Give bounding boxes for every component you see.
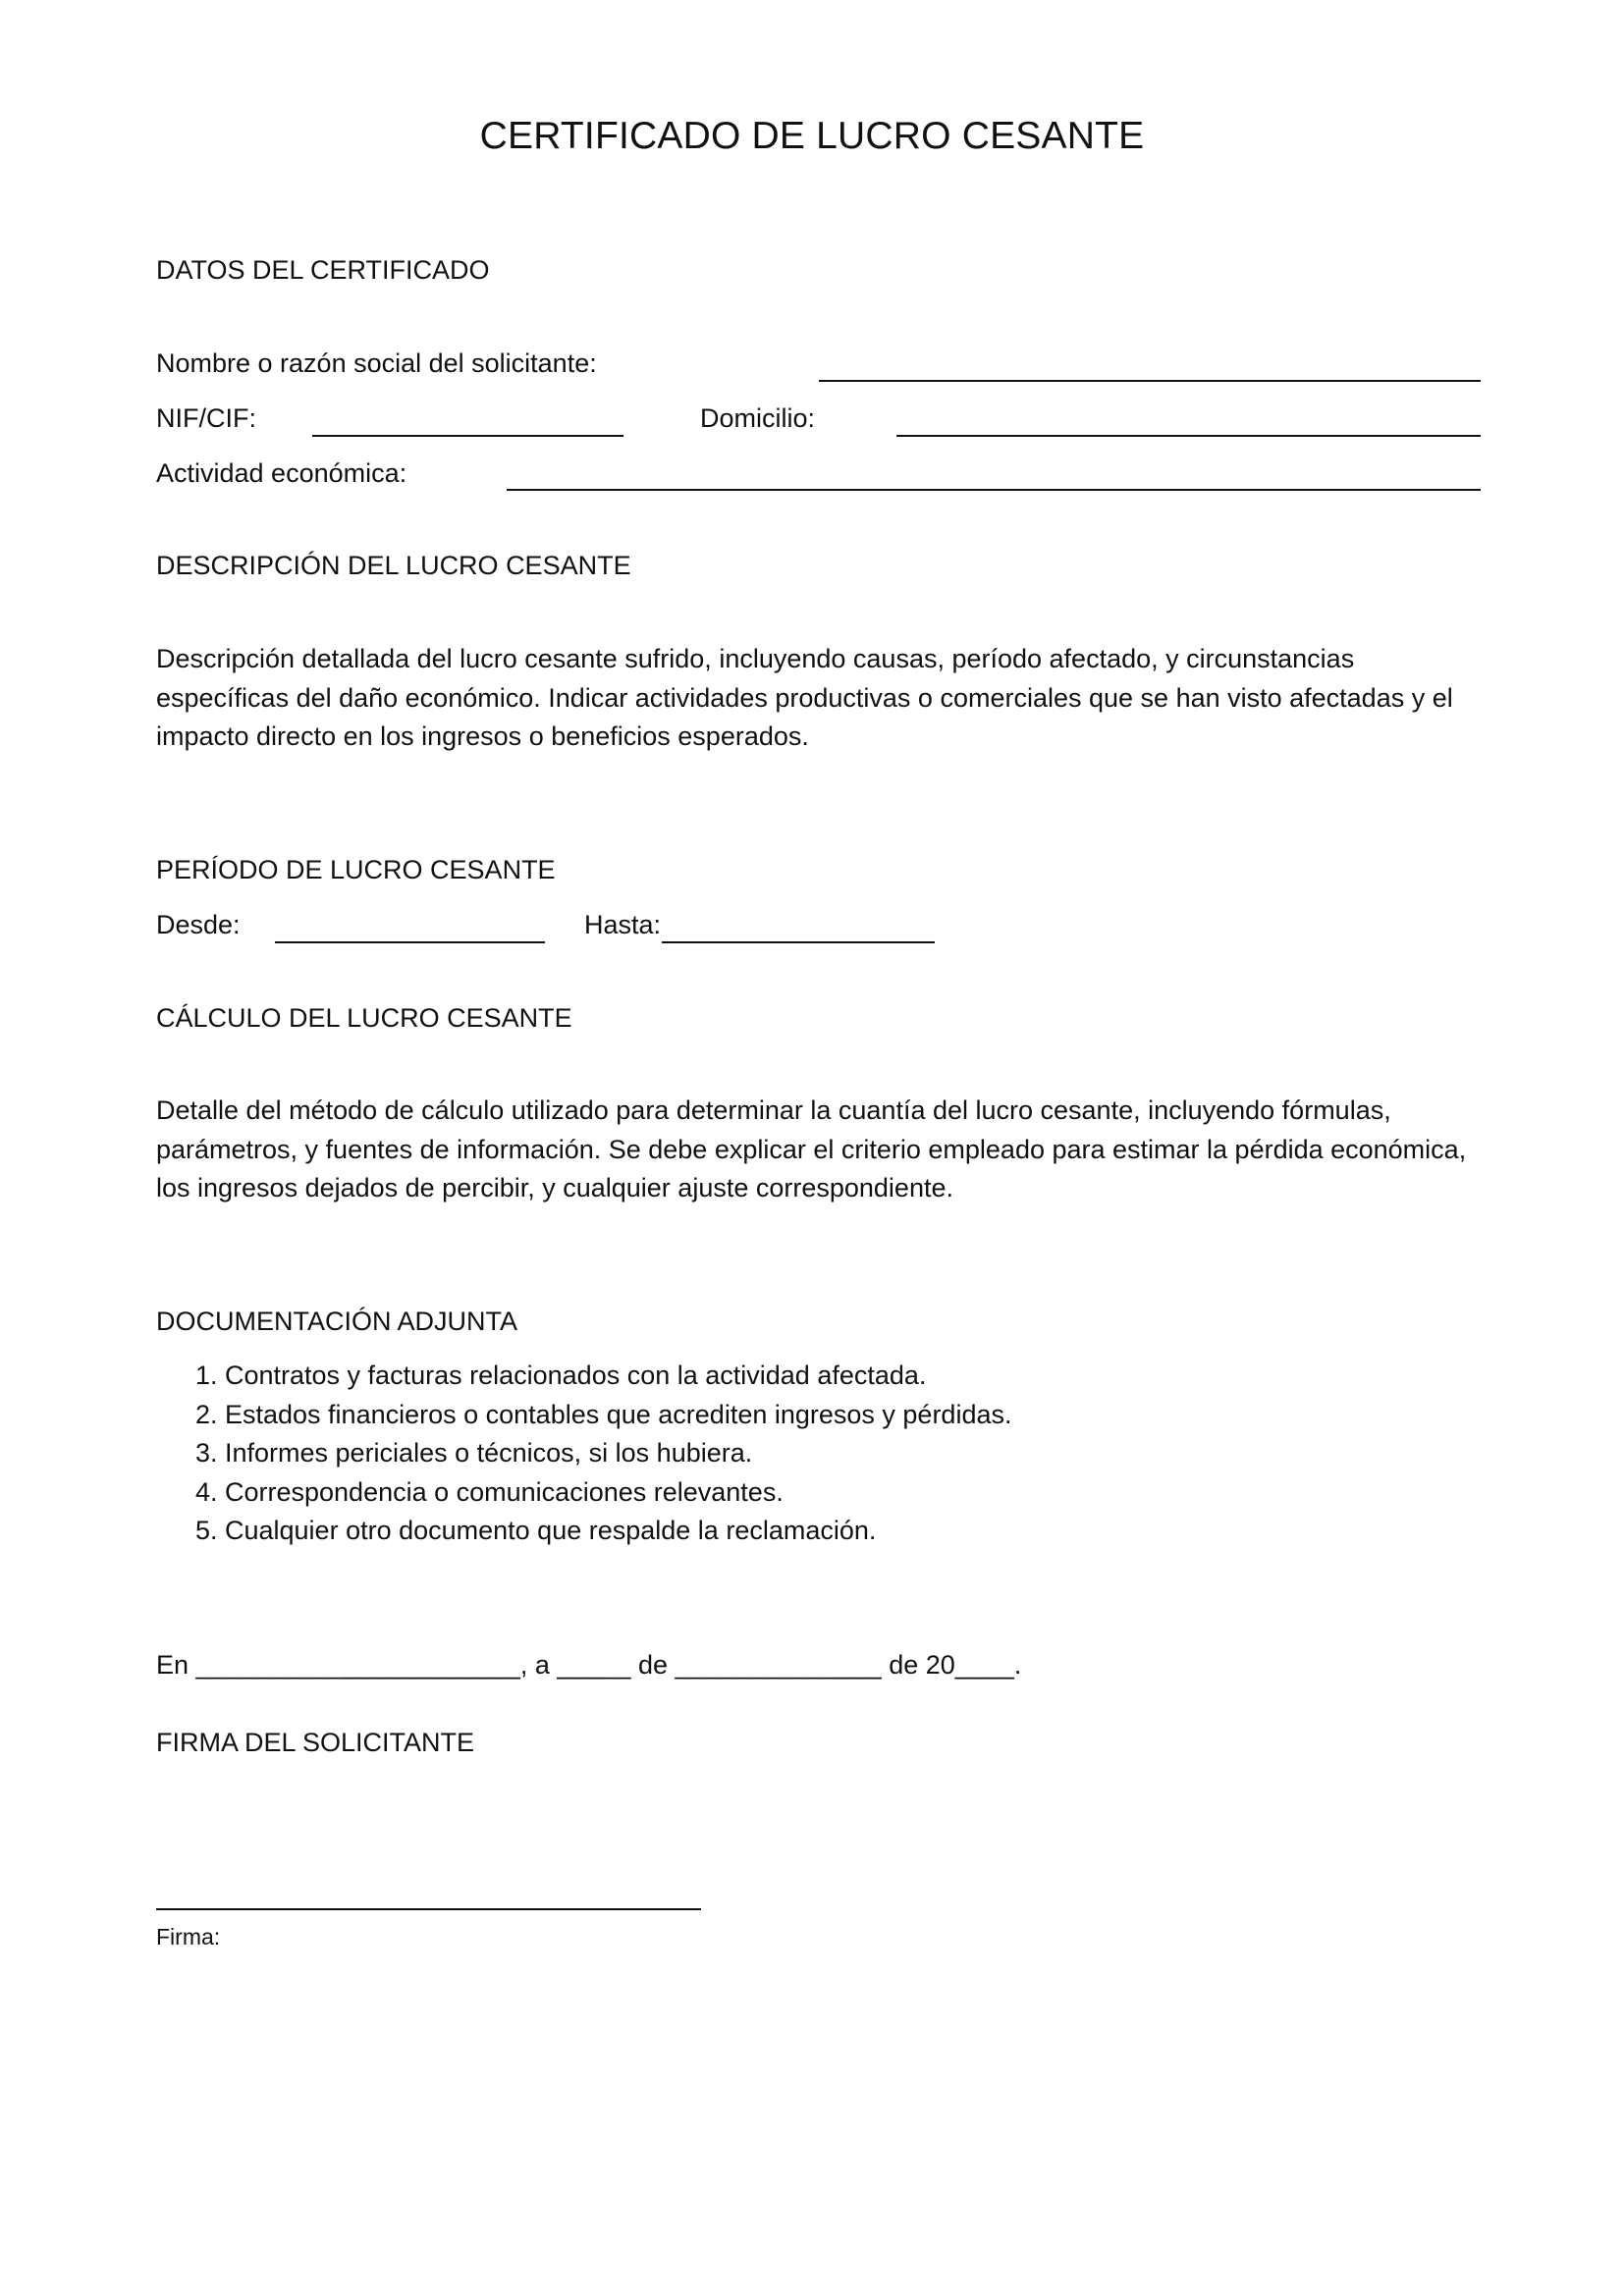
domicilio-label: Domicilio: [700, 403, 816, 433]
desde-field-line[interactable] [275, 941, 545, 943]
section-heading-calculo: CÁLCULO DEL LUCRO CESANTE [156, 1003, 572, 1033]
section-heading-datos: DATOS DEL CERTIFICADO [156, 255, 490, 285]
domicilio-field-line[interactable] [896, 435, 1481, 437]
nombre-label: Nombre o razón social del solicitante: [156, 348, 597, 378]
list-item: 1. Contratos y facturas relacionados con la actividad afectada. [225, 1357, 1011, 1396]
documentacion-list [156, 1357, 1011, 1551]
firma-line[interactable] [156, 1908, 701, 1910]
calculo-text: Detalle del método de cálculo utilizado para determinar la cuantía del lucro cesante, incluyendo fórmulas, parámetros, y fuentes de información. Se debe explicar el criterio empleado para estimar la pérdida económica, los ingresos dejados de percibir, y cualquier ajuste correspondiente. [156, 1095, 1467, 1202]
list-item: 2. Estados financieros o contables que acrediten ingresos y pérdidas. [225, 1396, 1011, 1435]
lugar-fecha-line[interactable]: En ______________________, a _____ de ______________ de 20____. [156, 1650, 1022, 1680]
section-heading-descripcion: DESCRIPCIÓN DEL LUCRO CESANTE [156, 551, 631, 580]
nombre-field-line[interactable] [819, 380, 1481, 382]
nif-label: NIF/CIF: [156, 403, 256, 433]
hasta-label: Hasta: [584, 910, 662, 939]
list-item: 3. Informes periciales o técnicos, si los hubiera. [225, 1434, 1011, 1473]
document-title: CERTIFICADO DE LUCRO CESANTE [479, 115, 1145, 157]
list-item: 5. Cualquier otro documento que respalde la reclamación. [225, 1512, 1011, 1551]
firma-label: Firma: [156, 1924, 221, 1949]
list-item: 4. Correspondencia o comunicaciones relevantes. [225, 1473, 1011, 1513]
descripcion-text: Descripción detallada del lucro cesante sufrido, incluyendo causas, período afectado, y circunstancias específicas del daño económico. Indicar actividades productivas o comerciales que se han visto afectadas y el impacto directo en los ingresos o beneficios esperados. [156, 644, 1453, 751]
section-heading-documentacion: DOCUMENTACIÓN ADJUNTA [156, 1307, 518, 1336]
actividad-field-line[interactable] [507, 489, 1481, 491]
actividad-label: Actividad económica: [156, 458, 407, 488]
section-heading-firma: FIRMA DEL SOLICITANTE [156, 1728, 475, 1757]
nif-field-line[interactable] [312, 435, 623, 437]
hasta-field-line[interactable] [662, 941, 935, 943]
section-heading-periodo: PERÍODO DE LUCRO CESANTE [156, 855, 556, 884]
desde-label: Desde: [156, 910, 241, 939]
